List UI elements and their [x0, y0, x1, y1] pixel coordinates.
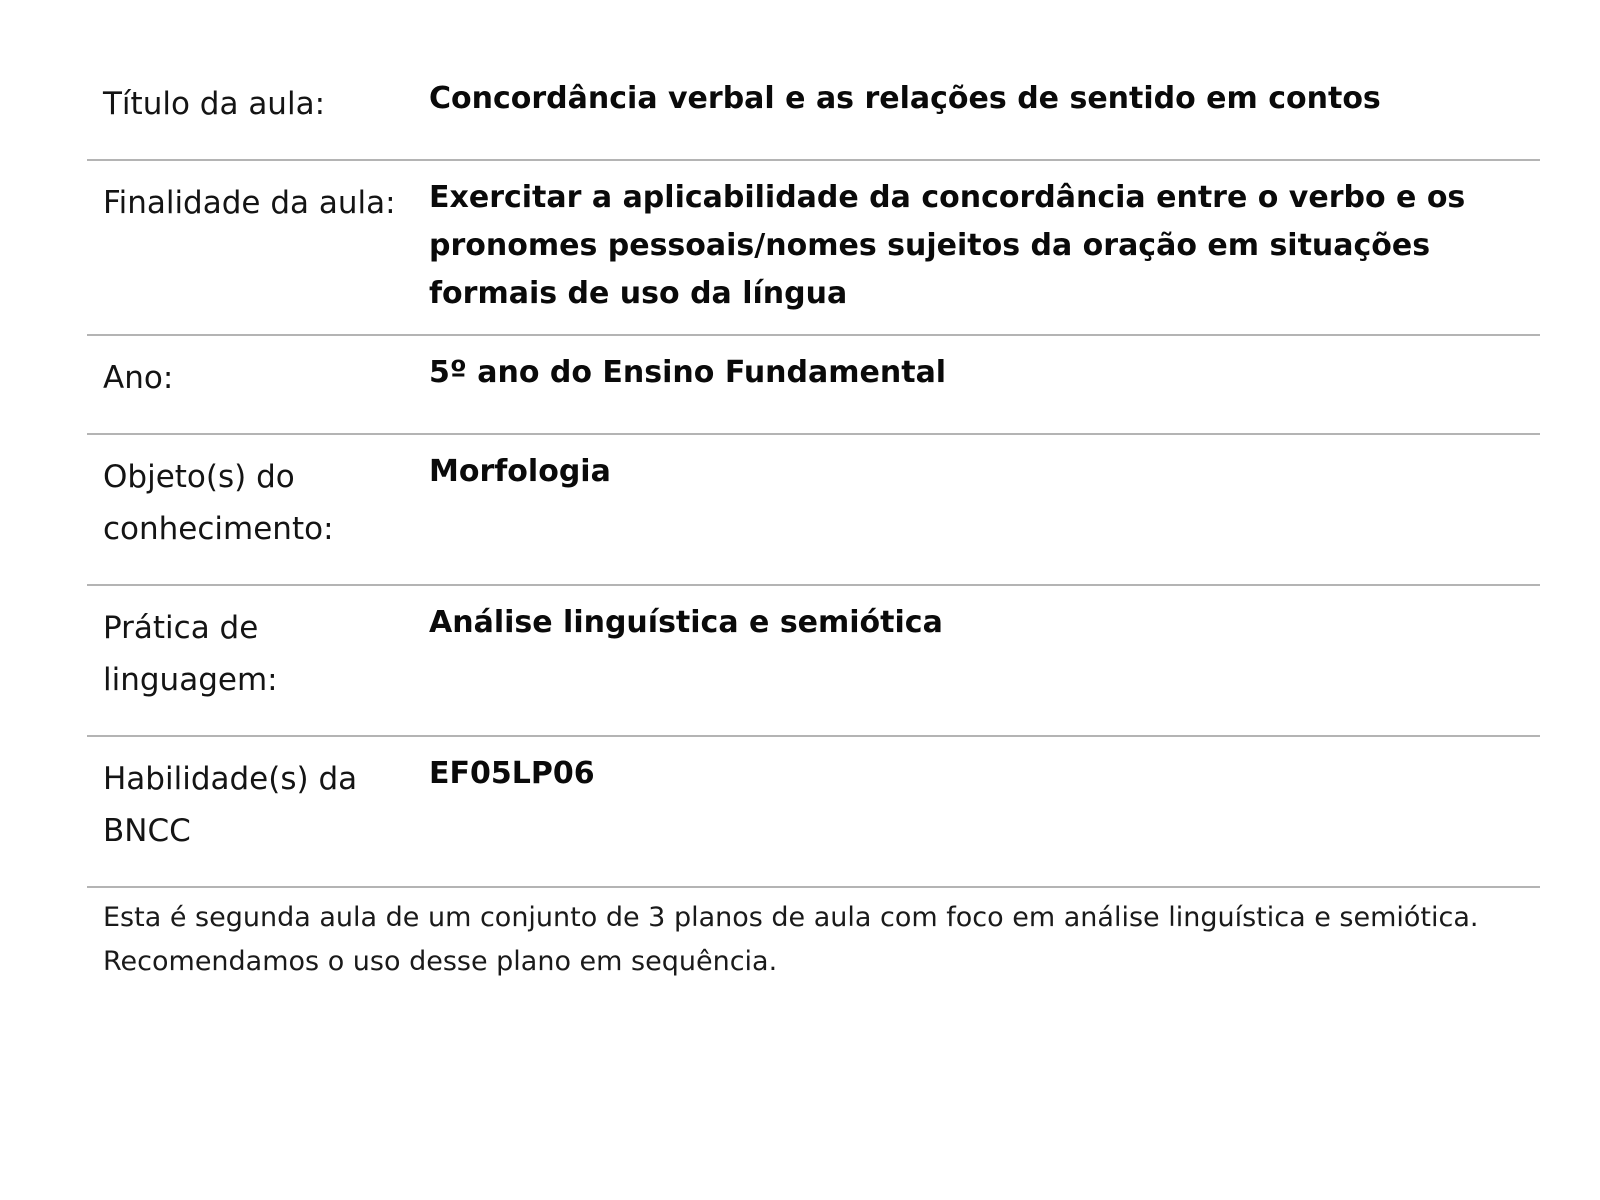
sequence-note: Esta é segunda aula de um conjunto de 3 planos de aula com foco em análise linguística e semiótica. Recomendamos o uso desse plano em sequência.	[103, 902, 1479, 977]
lesson-purpose-label: Finalidade da aula:	[103, 185, 396, 221]
knowledge-objects-label: Objeto(s) do conhecimento:	[103, 459, 334, 547]
row-knowledge-objects	[87, 434, 1540, 585]
lesson-plan-sheet	[87, 62, 1540, 984]
knowledge-objects-value: Morfologia	[429, 454, 611, 489]
bncc-skills-value: EF05LP06	[429, 756, 595, 791]
row-bncc-skills	[87, 736, 1540, 887]
row-lesson-title	[87, 62, 1540, 160]
row-grade	[87, 335, 1540, 434]
language-practice-value: Análise linguística e semiótica	[429, 605, 943, 640]
grade-value: 5º ano do Ensino Fundamental	[429, 355, 947, 390]
row-lesson-purpose	[87, 160, 1540, 335]
language-practice-label: Prática de linguagem:	[103, 610, 278, 698]
lesson-title-value: Concordância verbal e as relações de sentido em contos	[429, 81, 1381, 116]
lesson-purpose-value: Exercitar a aplicabilidade da concordância entre o verbo e os pronomes pessoais/nomes sujeitos da oração em situações formais de uso da língua	[429, 180, 1466, 311]
lesson-info-table	[87, 62, 1540, 888]
bncc-skills-label: Habilidade(s) da BNCC	[103, 761, 358, 849]
row-language-practice	[87, 585, 1540, 736]
lesson-title-label: Título da aula:	[103, 86, 326, 122]
grade-label: Ano:	[103, 360, 174, 396]
